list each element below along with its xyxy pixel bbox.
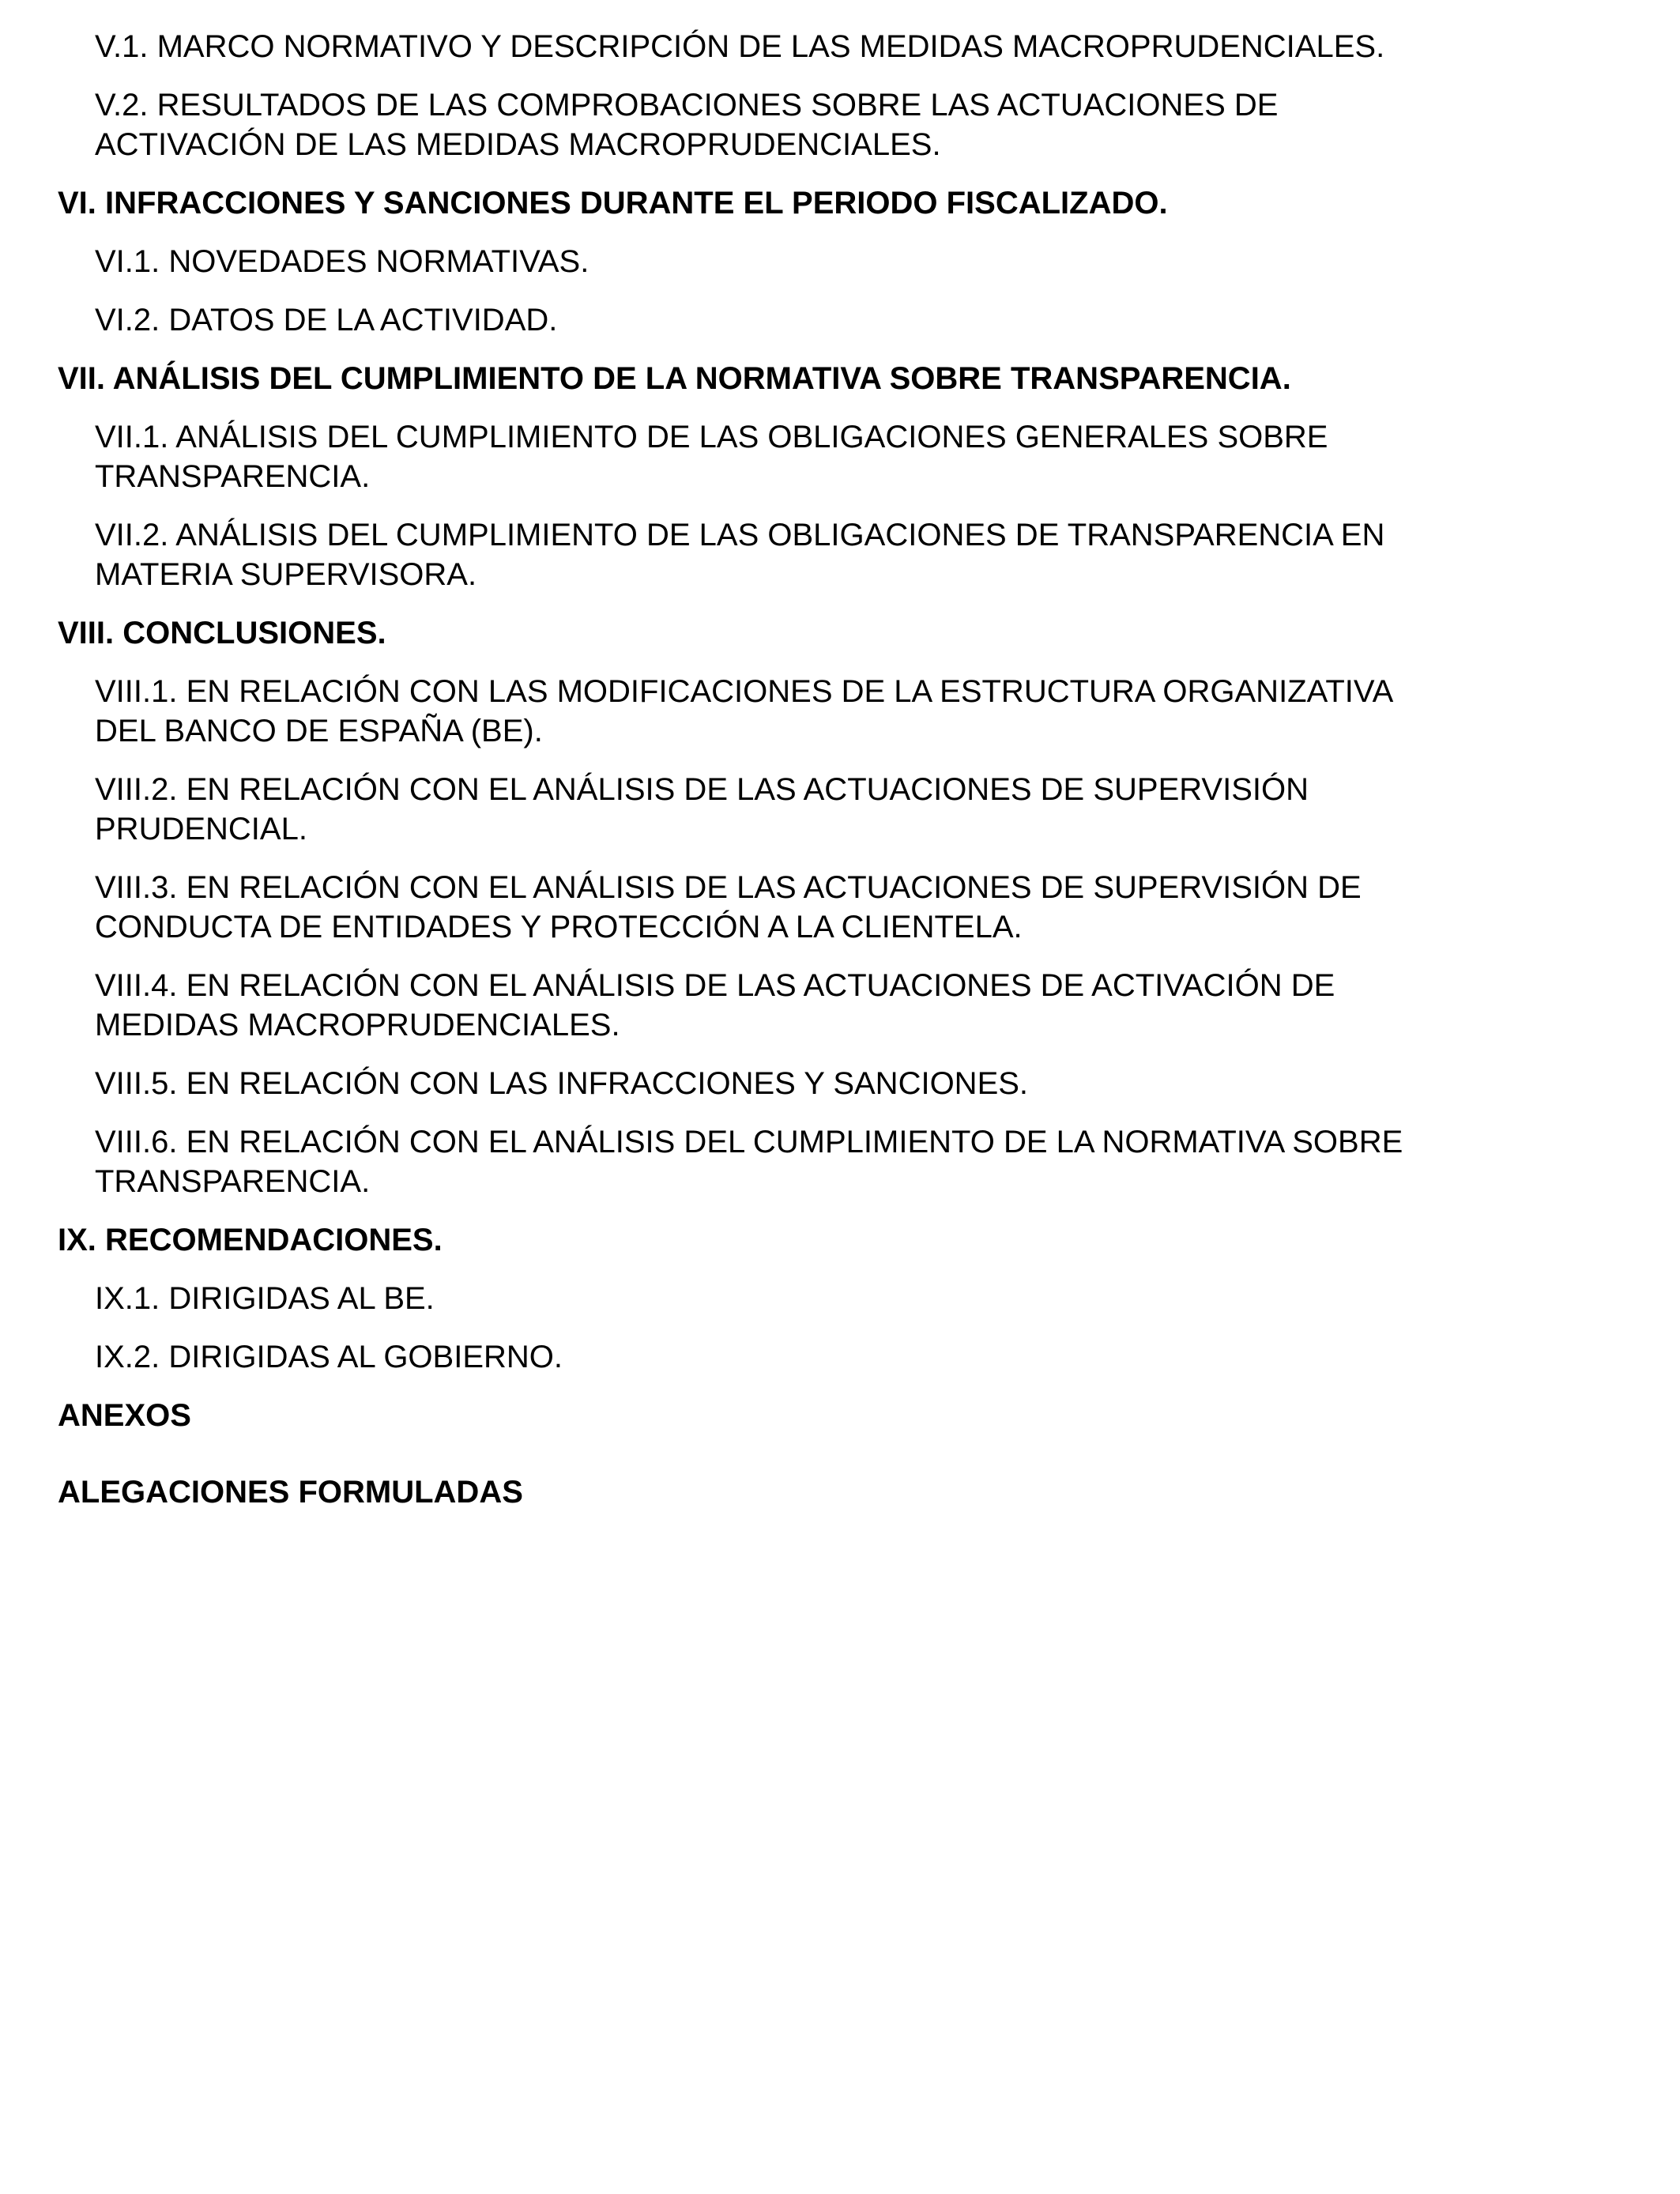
toc-entry-vii-1[interactable]: VII.1. ANÁLISIS DEL CUMPLIMIENTO DE LAS OBLIGACIONES GENERALES SOBRE TRANSPARENCIA. — [95, 420, 1328, 494]
toc-section-vii[interactable]: VII. ANÁLISIS DEL CUMPLIMIENTO DE LA NORMATIVA SOBRE TRANSPARENCIA. — [58, 361, 1291, 396]
toc-section-viii[interactable]: VIII. CONCLUSIONES. — [58, 616, 386, 650]
toc-section-vi[interactable]: VI. INFRACCIONES Y SANCIONES DURANTE EL PERIODO FISCALIZADO. — [58, 186, 1168, 221]
toc-entry-v-1[interactable]: V.1. MARCO NORMATIVO Y DESCRIPCIÓN DE LAS MEDIDAS MACROPRUDENCIALES. — [95, 29, 1385, 64]
toc-entry-v-2[interactable]: V.2. RESULTADOS DE LAS COMPROBACIONES SOBRE LAS ACTUACIONES DE ACTIVACIÓN DE LAS MEDIDAS MACROPRUDENCIALES. — [95, 88, 1279, 162]
toc-entry-viii-1[interactable]: VIII.1. EN RELACIÓN CON LAS MODIFICACIONES DE LA ESTRUCTURA ORGANIZATIVA DEL BANCO DE ESPAÑA (BE). — [95, 674, 1394, 748]
toc-entry-viii-4[interactable]: VIII.4. EN RELACIÓN CON EL ANÁLISIS DE LAS ACTUACIONES DE ACTIVACIÓN DE MEDIDAS MACROPRUDENCIALES. — [95, 968, 1335, 1042]
toc-entry-vi-2[interactable]: VI.2. DATOS DE LA ACTIVIDAD. — [95, 303, 558, 337]
toc-section-ix[interactable]: IX. RECOMENDACIONES. — [58, 1223, 443, 1257]
toc-entry-ix-1[interactable]: IX.1. DIRIGIDAS AL BE. — [95, 1281, 435, 1316]
toc-section-anexos[interactable]: ANEXOS — [58, 1398, 191, 1433]
toc-entry-vii-2[interactable]: VII.2. ANÁLISIS DEL CUMPLIMIENTO DE LAS OBLIGACIONES DE TRANSPARENCIA EN MATERIA SUPERVISORA. — [95, 518, 1385, 592]
toc-entry-viii-3[interactable]: VIII.3. EN RELACIÓN CON EL ANÁLISIS DE LAS ACTUACIONES DE SUPERVISIÓN DE CONDUCTA DE ENTIDADES Y PROTECCIÓN A LA CLIENTELA. — [95, 870, 1362, 944]
toc-entry-viii-5[interactable]: VIII.5. EN RELACIÓN CON LAS INFRACCIONES Y SANCIONES. — [95, 1066, 1029, 1101]
toc-entry-viii-2[interactable]: VIII.2. EN RELACIÓN CON EL ANÁLISIS DE LAS ACTUACIONES DE SUPERVISIÓN PRUDENCIAL. — [95, 772, 1309, 846]
toc-entry-viii-6[interactable]: VIII.6. EN RELACIÓN CON EL ANÁLISIS DEL CUMPLIMIENTO DE LA NORMATIVA SOBRE TRANSPARENCIA. — [95, 1125, 1403, 1199]
toc-section-alegaciones[interactable]: ALEGACIONES FORMULADAS — [58, 1475, 523, 1510]
toc-entry-ix-2[interactable]: IX.2. DIRIGIDAS AL GOBIERNO. — [95, 1340, 563, 1374]
toc-entry-vi-1[interactable]: VI.1. NOVEDADES NORMATIVAS. — [95, 244, 590, 279]
